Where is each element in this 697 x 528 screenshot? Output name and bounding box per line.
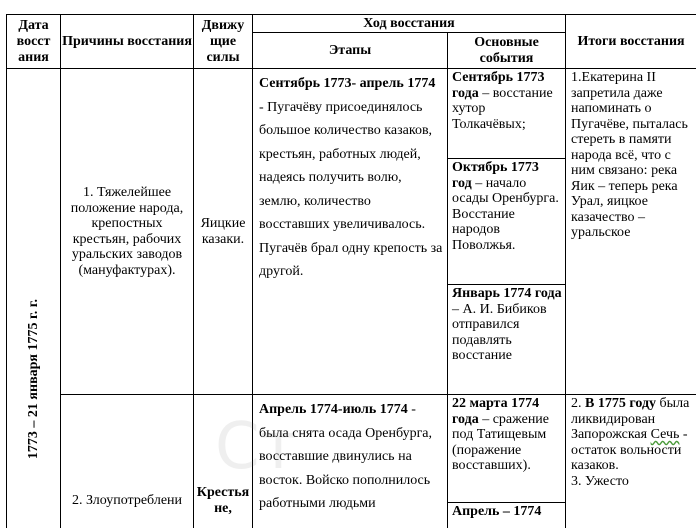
- events-2: [448, 395, 566, 528]
- date-range: 1773 – 21 января 1775 г. г.: [25, 298, 41, 460]
- stage-1-text: - Пугачёву присоединялось большое количество казаков, крестьян, работных людей, надеясь получить волю, землю, количество восставших увеличивалось. Пугачёв брал одну крепость за другой.: [259, 99, 443, 279]
- event-1-1-text: – восстание хутор Толкачёвых;: [452, 85, 553, 132]
- result-2-sech: Сечь: [650, 427, 680, 442]
- header-stages: Этапы: [253, 33, 448, 69]
- event-1-3: [448, 285, 565, 394]
- event-1-1: [448, 69, 565, 159]
- result-2-text-a: была ликвидирован Запорожская: [571, 396, 690, 442]
- event-1-3-date: Январь 1774 года: [452, 286, 562, 301]
- cause-1-text: 1. Тяжелейшее положение народа, крепостных крестьян, рабочих уральских заводов (мануфактурах).: [70, 185, 184, 278]
- event-1-2: [448, 159, 565, 285]
- stage-2: [253, 395, 448, 528]
- stage-2-text: - была снята осада Оренбурга, восставшие двинулись на восток. Войско пополнилось работными людьми: [259, 402, 433, 511]
- header-results: Итоги восстания: [566, 15, 696, 69]
- header-forces: Движу щие силы: [194, 15, 253, 69]
- cause-2-text: 2. Злоупотреблени: [71, 493, 183, 508]
- stage-2-period: Апрель 1774-июль 1774: [259, 402, 408, 417]
- header-course: Ход восстания: [253, 15, 566, 33]
- uprising-table-container: [6, 14, 696, 528]
- event-1-2-text: – начало осады Оренбурга. Восстание народов Поволжья.: [452, 175, 559, 253]
- event-2-2-date: Апрель – 1774: [452, 504, 542, 519]
- event-2-1: [448, 395, 565, 503]
- force-1: [194, 69, 253, 395]
- event-2-1-date: 22 марта 1774 года: [452, 396, 540, 427]
- watermark: Ст: [215, 410, 297, 484]
- events-1: [448, 69, 566, 395]
- result-2-next: 3. Ужесто: [571, 473, 629, 489]
- event-2-1-text: – сражение под Татищевым (поражение восставших).: [452, 411, 550, 473]
- cause-2: [61, 395, 194, 528]
- result-1: [566, 69, 696, 395]
- force-2: [194, 395, 253, 528]
- result-1-text: 1.Екатерина II запретила даже напоминать о Пугачёве, пыталась стереть в памяти народа всё, что с ним связано: река Яик – теперь река Урал, яицкое казачество – уральское: [571, 70, 688, 240]
- force-2-text: Крестья не,: [196, 485, 250, 516]
- result-2-prefix: 2.: [571, 396, 586, 411]
- force-1-text: Яицкие казаки.: [200, 216, 246, 247]
- event-1-3-text: – А. И. Бибиков отправился подавлять восстание: [452, 301, 547, 363]
- uprising-table: [6, 14, 696, 528]
- event-2-2: [448, 503, 565, 528]
- stage-1: [253, 69, 448, 395]
- event-1-2-date: Октябрь 1773 год: [452, 160, 539, 191]
- header-date: Дата восст ания: [7, 15, 61, 69]
- stage-1-period: Сентябрь 1773- апрель 1774: [259, 76, 436, 91]
- header-causes: Причины восстания: [61, 15, 194, 69]
- cause-1: [61, 69, 194, 395]
- result-2-text-b: - остаток вольности казаков.: [571, 427, 688, 473]
- header-events: Основные события: [448, 33, 566, 69]
- date-cell: [7, 69, 61, 528]
- event-1-1-date: Сентябрь 1773 года: [452, 70, 545, 101]
- result-2-year: В 1775 году: [585, 396, 657, 411]
- result-2: [566, 395, 696, 528]
